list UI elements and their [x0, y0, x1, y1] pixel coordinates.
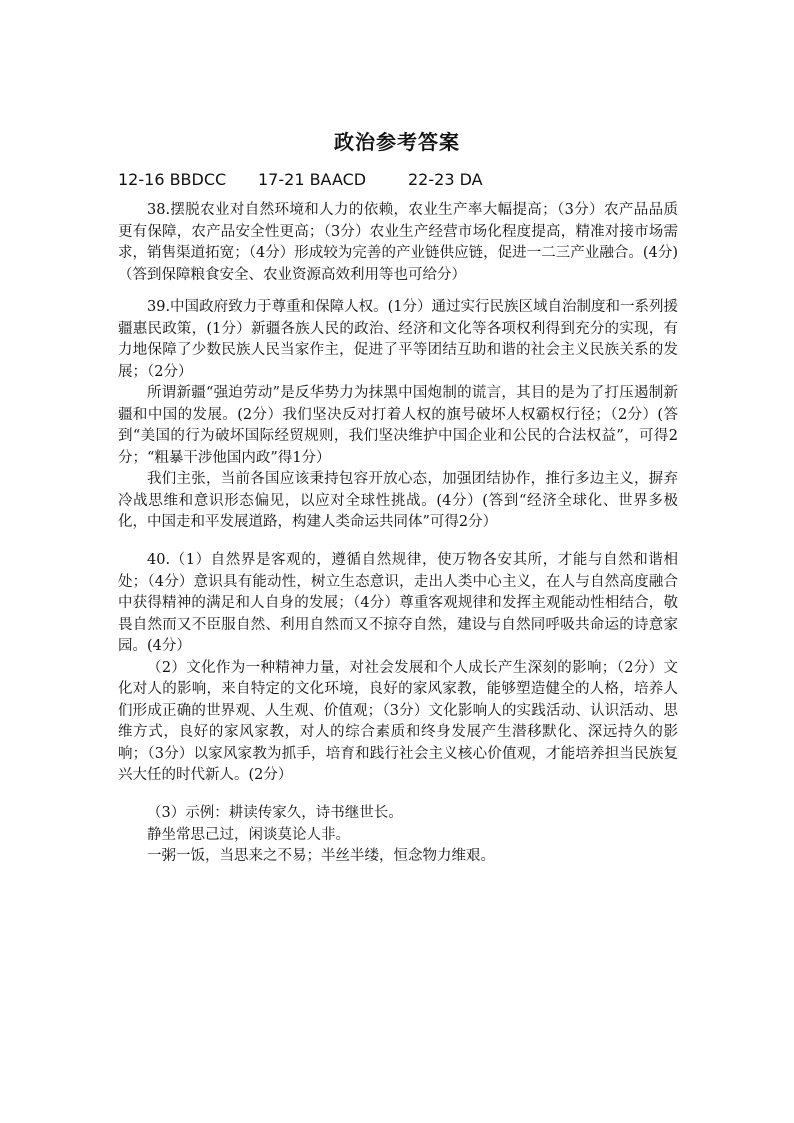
q39-paragraph-3: 我们主张，当前各国应该秉持包容开放心态，加强团结协作，推行多边主义，摒弃冷战思维和意识形态偏见，以应对全球性挑战。(4分）(答到“经济全球化、世界多极化，中国走和平发展道路，构建人类命运共同体”可得2分） [118, 471, 678, 530]
q40-part-2: （2）文化作为一种精神力量，对社会发展和个人成长产生深刻的影响；（2分）文化对人的影响，来自特定的文化环境，良好的家风家教，能够塑造健全的人格，培养人们形成正确的世界观、人生观、价值观；（3分）文化影响人的实践活动、认识活动、思维方式，良好的家风家教，对人的综合素质和终身发展产生潜移默化、深远持久的影响；（3分）以家风家教为抓手，培育和践行社会主义核心价值观，才能培养担当民族复兴大任的时代新人。(2分） [118, 659, 678, 783]
q40-part-1: 40.（1）自然界是客观的，遵循自然规律，使万物各安其所，才能与自然和谐相处；（4分）意识具有能动性，树立生态意识，走出人类中心主义，在人与自然高度融合中获得精神的满足和人自身的发展；（4分）尊重客观规律和发挥主观能动性相结合，敬畏自然而又不臣服自然、利用自然而又不掠夺自然，建设与自然同呼吸共命运的诗意家园。(4分） [118, 552, 678, 654]
mc-group-17-21: 17-21 BAACD [258, 170, 367, 189]
question-40-answer [118, 550, 678, 787]
question-38-answer [118, 200, 678, 286]
q40-part-3-line-3: 一粥一饭，当思来之不易；半丝半缕，恒念物力维艰。 [147, 848, 495, 864]
q39-paragraph-1: 39.中国政府致力于尊重和保障人权。(1分）通过实行民族区域自治制度和一系列援疆惠民政策，(1分）新疆各族人民的政治、经济和文化等各项权利得到充分的实现，有力地保障了少数民族人民当家作主，促进了平等团结互助和谐的社会主义民族关系的发展；（2分） [118, 299, 678, 380]
q39-paragraph-2: 所谓新疆“强迫劳动”是反华势力为抹黑中国炮制的谎言，其目的是为了打压遏制新疆和中国的发展。(2分）我们坚决反对打着人权的旗号破坏人权霸权行径；（2分）(答到“美国的行为破坏国际经贸规则，我们坚决维护中国企业和公民的合法权益”，可得2分；“粗暴干涉他国内政”得1分） [118, 385, 678, 466]
q38-paragraph: 38.摆脱农业对自然环境和人力的依赖，农业生产率大幅提高；（3分）农产品品质更有保障，农产品安全性更高；（3分）农业生产经营市场化程度提高，精准对接市场需求，销售渠道拓宽；（4分）形成较为完善的产业链供应链，促进一二三产业融合。(4分)（答到保障粮食安全、农业资源高效利用等也可给分） [118, 202, 678, 283]
multiple-choice-answers [118, 170, 483, 189]
mc-group-12-16: 12-16 BBDCC [118, 170, 227, 189]
question-40-part-3 [118, 803, 678, 868]
q40-part-3-line-2: 静坐常思己过，闲谈莫论人非。 [147, 826, 350, 843]
question-39-answer [118, 297, 678, 534]
page-title: 政治参考答案 [334, 130, 460, 154]
mc-group-22-23: 22-23 DA [408, 170, 483, 189]
q40-part-3-line-1: （3）示例：耕读传家久，诗书继世长。 [147, 805, 403, 821]
